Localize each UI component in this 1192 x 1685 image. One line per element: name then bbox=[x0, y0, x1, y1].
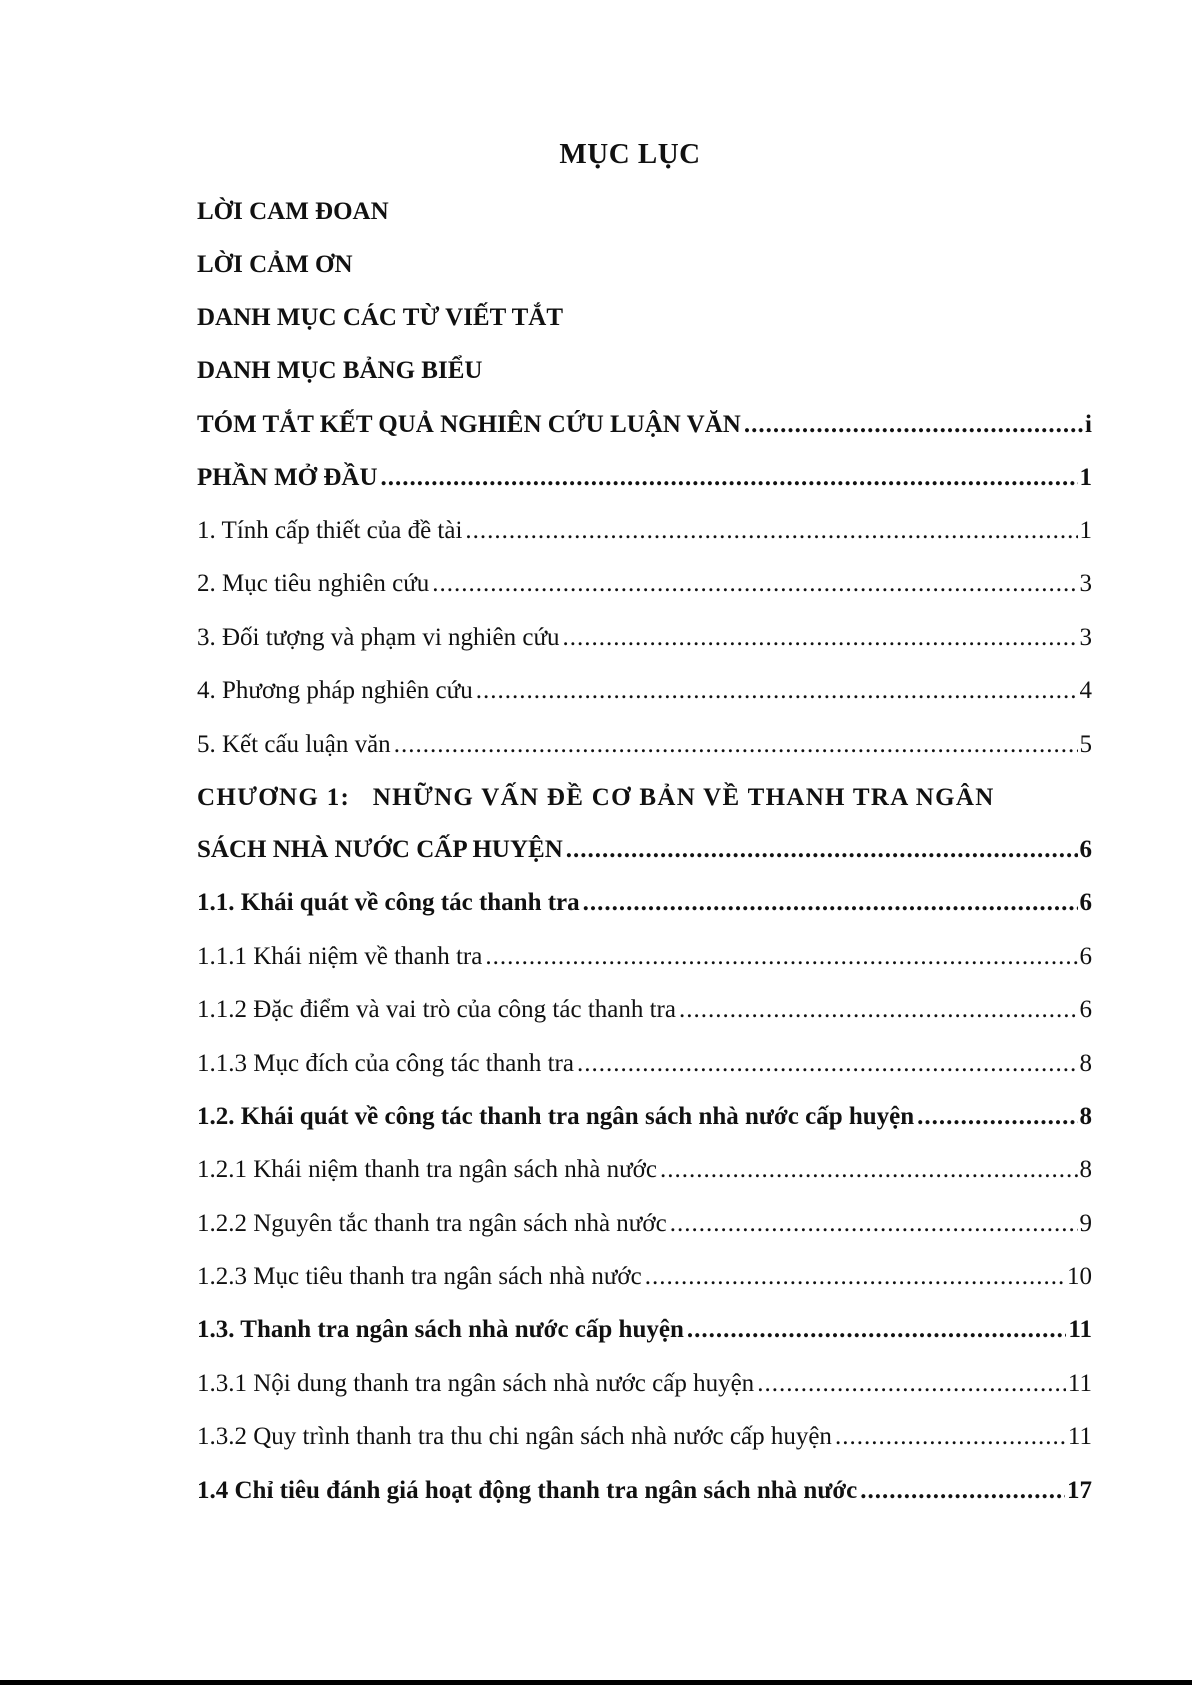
toc-entry[interactable] bbox=[197, 511, 1092, 551]
toc-entry[interactable] bbox=[197, 1257, 1092, 1297]
toc-entry[interactable] bbox=[197, 990, 1092, 1030]
dot-leader bbox=[476, 671, 1078, 711]
toc-entry[interactable] bbox=[197, 725, 1092, 765]
dot-leader bbox=[670, 1204, 1078, 1244]
toc-entry-label: 2. Mục tiêu nghiên cứu bbox=[197, 570, 430, 597]
dot-leader bbox=[645, 1257, 1065, 1297]
toc-entry-label: SÁCH NHÀ NƯỚC CẤP HUYỆN bbox=[197, 836, 563, 863]
toc-entry-label: 1.1.3 Mục đích của công tác thanh tra bbox=[197, 1050, 574, 1077]
toc-page-number: 1 bbox=[1079, 517, 1092, 544]
toc-entry[interactable] bbox=[197, 298, 1092, 338]
dot-leader bbox=[860, 1471, 1065, 1511]
toc-page-number: 9 bbox=[1079, 1210, 1092, 1237]
toc-entry[interactable] bbox=[197, 1364, 1092, 1404]
toc-chapter-heading[interactable] bbox=[197, 778, 1092, 818]
toc-page-number: 5 bbox=[1079, 731, 1092, 758]
toc-entry-label: 1.4 Chỉ tiêu đánh giá hoạt động thanh tra ngân sách nhà nước bbox=[197, 1477, 858, 1504]
toc-entry[interactable] bbox=[197, 1471, 1092, 1511]
dot-leader bbox=[566, 830, 1078, 870]
toc-entry-label: 1.1.1 Khái niệm về thanh tra bbox=[197, 943, 483, 970]
toc-page-number: i bbox=[1085, 411, 1092, 438]
dot-leader bbox=[835, 1417, 1066, 1457]
toc-entry-label: 1.2.3 Mục tiêu thanh tra ngân sách nhà nước bbox=[197, 1263, 642, 1290]
toc-page-number: 6 bbox=[1079, 889, 1092, 916]
toc-entry[interactable] bbox=[197, 671, 1092, 711]
toc-page-number: 10 bbox=[1067, 1263, 1092, 1290]
toc-entry[interactable] bbox=[197, 1204, 1092, 1244]
toc-page-number: 8 bbox=[1079, 1103, 1092, 1130]
toc-page-number: 17 bbox=[1067, 1477, 1092, 1504]
toc-entry-label: 3. Đối tượng và phạm vi nghiên cứu bbox=[197, 624, 560, 651]
dot-leader bbox=[432, 564, 1077, 604]
dot-leader bbox=[563, 618, 1078, 658]
toc-entry[interactable] bbox=[197, 830, 1092, 870]
toc-entry[interactable] bbox=[197, 1417, 1092, 1457]
dot-leader bbox=[577, 1044, 1078, 1084]
toc-page-number: 3 bbox=[1079, 624, 1092, 651]
toc-page-number: 6 bbox=[1079, 836, 1092, 863]
toc-page-number: 8 bbox=[1079, 1050, 1092, 1077]
toc-entry[interactable] bbox=[197, 245, 1092, 285]
toc-entry-label: 1.2.1 Khái niệm thanh tra ngân sách nhà nước bbox=[197, 1156, 657, 1183]
toc-entry-label: 1.2. Khái quát về công tác thanh tra ngân sách nhà nước cấp huyện bbox=[197, 1103, 915, 1130]
page-title: MỤC LỤC bbox=[559, 138, 701, 170]
toc-entry-label: 1.3.1 Nội dung thanh tra ngân sách nhà nước cấp huyện bbox=[197, 1370, 755, 1397]
toc-entry[interactable] bbox=[197, 1310, 1092, 1350]
dot-leader bbox=[583, 883, 1078, 923]
toc-entry[interactable] bbox=[197, 937, 1092, 977]
toc-entry[interactable] bbox=[197, 351, 1092, 391]
dot-leader bbox=[660, 1150, 1078, 1190]
toc-page-number: 11 bbox=[1068, 1316, 1092, 1343]
toc-entry-label: 5. Kết cấu luận văn bbox=[197, 731, 391, 758]
toc-page-number: 3 bbox=[1079, 570, 1092, 597]
toc-entry-label: 1. Tính cấp thiết của đề tài bbox=[197, 517, 463, 544]
toc-entry[interactable] bbox=[197, 1097, 1092, 1137]
toc-page-number: 8 bbox=[1079, 1156, 1092, 1183]
dot-leader bbox=[381, 458, 1078, 498]
toc-entry[interactable] bbox=[197, 1150, 1092, 1190]
toc-entry[interactable] bbox=[197, 618, 1092, 658]
toc-entry-label: 4. Phương pháp nghiên cứu bbox=[197, 677, 473, 704]
dot-leader bbox=[679, 990, 1078, 1030]
dot-leader bbox=[394, 725, 1078, 765]
toc-entry-label: 1.1. Khái quát về công tác thanh tra bbox=[197, 889, 580, 916]
toc-page-number: 11 bbox=[1067, 1370, 1092, 1397]
toc-entry-label: CHƯƠNG 1: NHỮNG VẤN ĐỀ CƠ BẢN VỀ THANH TRA NGÂN bbox=[197, 784, 995, 811]
toc-page-number: 4 bbox=[1079, 677, 1092, 704]
toc-entry-label: DANH MỤC BẢNG BIỂU bbox=[197, 357, 483, 384]
toc-page-number: 6 bbox=[1079, 943, 1092, 970]
toc-entry-label: PHẦN MỞ ĐẦU bbox=[197, 464, 378, 491]
toc-page-number: 1 bbox=[1079, 464, 1092, 491]
toc-entry[interactable] bbox=[197, 192, 1092, 232]
dot-leader bbox=[744, 405, 1083, 445]
page-bottom-border bbox=[0, 1680, 1192, 1685]
toc-entry[interactable] bbox=[197, 1044, 1092, 1084]
toc-entry-label: LỜI CẢM ƠN bbox=[197, 251, 353, 278]
toc-entry[interactable] bbox=[197, 883, 1092, 923]
toc-entry-label: 1.3.2 Quy trình thanh tra thu chi ngân sách nhà nước cấp huyện bbox=[197, 1423, 832, 1450]
toc-entry-label: 1.2.2 Nguyên tắc thanh tra ngân sách nhà nước bbox=[197, 1210, 667, 1237]
dot-leader bbox=[465, 511, 1077, 551]
toc-entry[interactable] bbox=[197, 564, 1092, 604]
dot-leader bbox=[917, 1097, 1077, 1137]
toc-entry-label: 1.3. Thanh tra ngân sách nhà nước cấp huyện bbox=[197, 1316, 684, 1343]
toc-entry-label: LỜI CAM ĐOAN bbox=[197, 198, 389, 225]
toc-entry-label: TÓM TẮT KẾT QUẢ NGHIÊN CỨU LUẬN VĂN bbox=[197, 411, 741, 438]
toc-entry[interactable] bbox=[197, 405, 1092, 445]
dot-leader bbox=[687, 1310, 1067, 1350]
dot-leader bbox=[757, 1364, 1066, 1404]
dot-leader bbox=[485, 937, 1077, 977]
toc-entry-label: DANH MỤC CÁC TỪ VIẾT TẮT bbox=[197, 304, 564, 331]
toc-page-number: 6 bbox=[1079, 996, 1092, 1023]
toc-entry-label: 1.1.2 Đặc điểm và vai trò của công tác thanh tra bbox=[197, 996, 676, 1023]
toc-entry[interactable] bbox=[197, 458, 1092, 498]
toc-page-number: 11 bbox=[1067, 1423, 1092, 1450]
